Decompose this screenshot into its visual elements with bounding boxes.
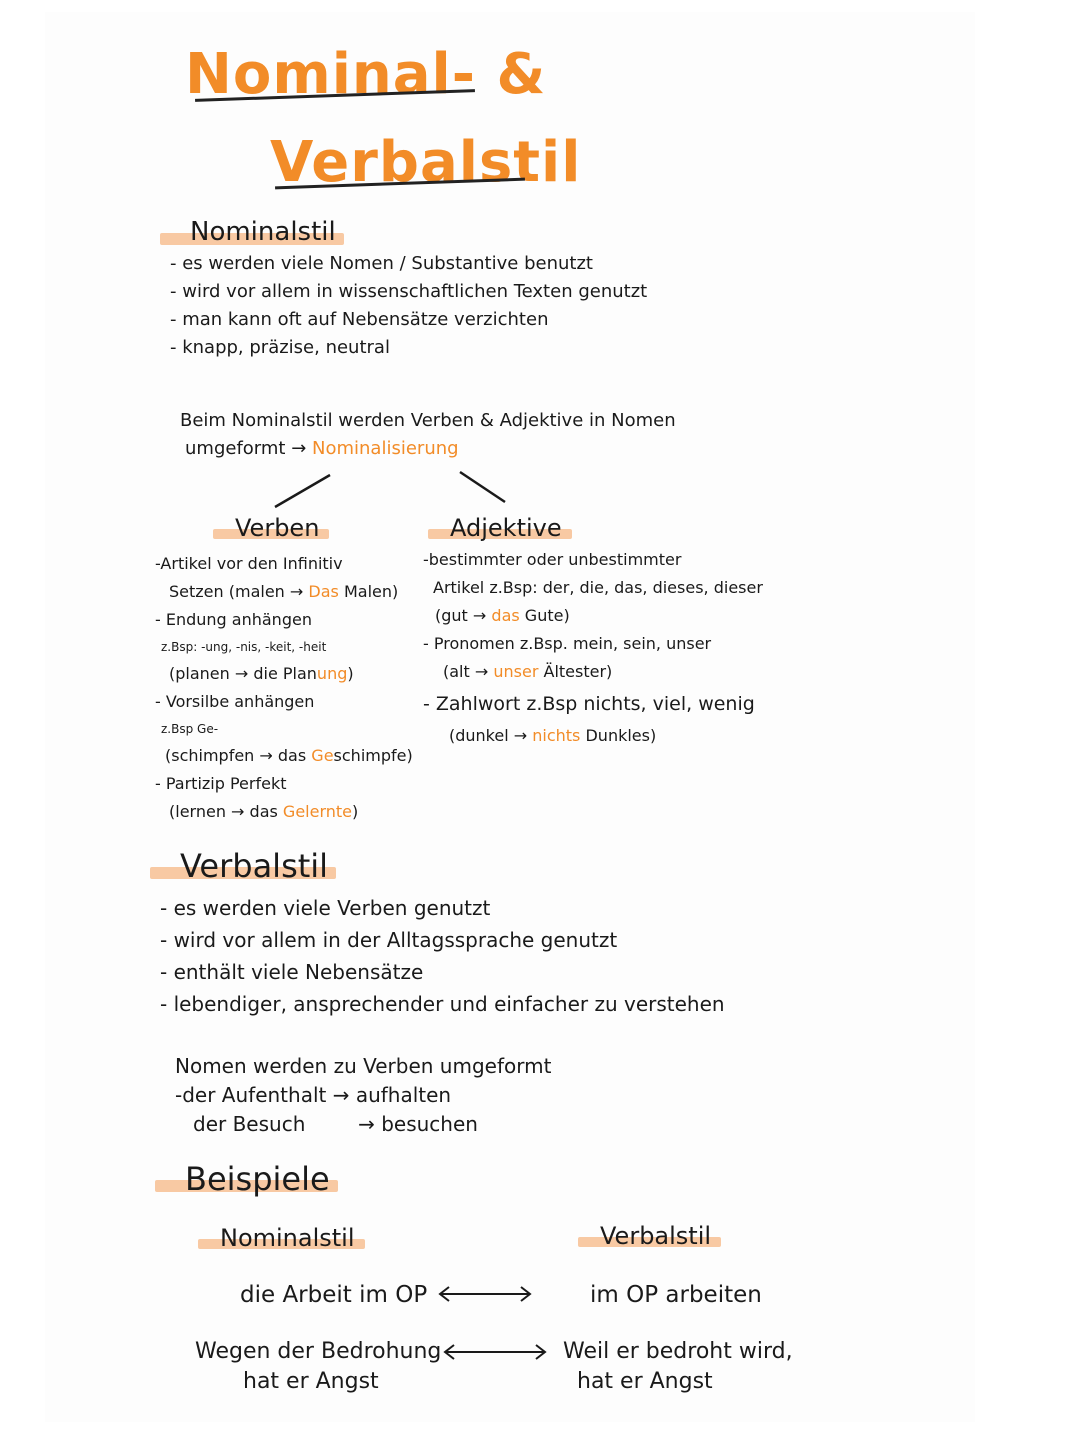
text-accent: Ge bbox=[311, 746, 334, 765]
text-accent: Das bbox=[308, 582, 339, 601]
adjektive-line: Artikel z.Bsp: der, die, das, dieses, dieser bbox=[433, 578, 763, 597]
verben-line bbox=[155, 798, 413, 826]
verbalstil-heading bbox=[180, 847, 328, 885]
col-left-text: Nominalstil bbox=[220, 1224, 355, 1252]
list-item: - wird vor allem in der Alltagssprache genutzt bbox=[160, 928, 618, 952]
nominalstil-heading-text: Nominalstil bbox=[190, 217, 336, 247]
adjektive-line bbox=[423, 722, 763, 750]
list-item: - es werden viele Verben genutzt bbox=[160, 896, 491, 920]
nominalstil-intro-line1: Beim Nominalstil werden Verben & Adjektive in Nomen bbox=[180, 410, 676, 431]
branch-lines bbox=[265, 467, 565, 517]
verben-heading bbox=[235, 514, 319, 542]
example-row-1-left: die Arbeit im OP bbox=[240, 1282, 428, 1308]
verben-line: - Vorsilbe anhängen bbox=[155, 692, 315, 711]
intro-text: umgeformt → bbox=[185, 438, 307, 459]
note-page bbox=[45, 12, 975, 1422]
verben-line: z.Bsp: -ung, -nis, -keit, -heit bbox=[161, 640, 327, 654]
text: schimpfe) bbox=[333, 746, 413, 765]
list-item: - enthält viele Nebensätze bbox=[160, 960, 424, 984]
list-item: - man kann oft auf Nebensätze verzichten bbox=[170, 309, 549, 330]
adjektive-heading bbox=[450, 514, 562, 542]
verbalstil-bullets bbox=[160, 892, 725, 1020]
example-text: Weil er bedroht wird, bbox=[563, 1339, 793, 1364]
text: → besuchen bbox=[358, 1112, 478, 1136]
verben-line bbox=[155, 742, 413, 770]
text-accent: nichts bbox=[532, 726, 581, 745]
example-row-1-right: im OP arbeiten bbox=[590, 1282, 762, 1308]
nominalstil-heading bbox=[190, 217, 336, 247]
adjektive-heading-text: Adjektive bbox=[450, 514, 562, 542]
text-accent: Gelernte bbox=[282, 802, 353, 821]
text: Gute) bbox=[524, 606, 570, 625]
text: (lernen → das bbox=[169, 802, 278, 821]
text: der Besuch bbox=[193, 1112, 306, 1136]
list-item: - es werden viele Nomen / Substantive benutzt bbox=[170, 253, 593, 274]
verben-line: z.Bsp Ge- bbox=[161, 722, 219, 736]
list-item: - knapp, präzise, neutral bbox=[170, 337, 390, 358]
verben-heading-text: Verben bbox=[235, 514, 320, 542]
title-line-1: Nominal- & bbox=[185, 42, 547, 107]
intro-term: Nominalisierung bbox=[312, 438, 459, 459]
note-line: Nomen werden zu Verben umgeformt bbox=[175, 1054, 552, 1078]
title-line-2: Verbalstil bbox=[270, 130, 582, 195]
beispiele-heading-text: Beispiele bbox=[185, 1160, 330, 1198]
list-item: - wird vor allem in wissenschaftlichen Texten genutzt bbox=[170, 281, 648, 302]
text: (planen → die Plan bbox=[169, 664, 317, 683]
text: Ältester) bbox=[543, 662, 613, 681]
text: (schimpfen → das bbox=[165, 746, 307, 765]
note-line: -der Aufenthalt → aufhalten bbox=[175, 1083, 452, 1107]
adjektive-line: -bestimmter oder unbestimmter bbox=[423, 550, 682, 569]
beispiele-heading bbox=[185, 1160, 330, 1198]
adjektive-line: - Pronomen z.Bsp. mein, sein, unser bbox=[423, 634, 712, 653]
list-item: - lebendiger, ansprechender und einfacher zu verstehen bbox=[160, 992, 725, 1016]
verbalstil-heading-text: Verbalstil bbox=[180, 847, 329, 885]
text: Dunkles) bbox=[585, 726, 657, 745]
text: (dunkel → bbox=[449, 726, 528, 745]
adjektive-line bbox=[423, 658, 763, 686]
adjektive-block bbox=[423, 546, 763, 750]
branch-left bbox=[275, 475, 330, 507]
text: ) bbox=[352, 802, 359, 821]
verben-line: - Partizip Perfekt bbox=[155, 774, 287, 793]
beispiele-col-left bbox=[220, 1224, 355, 1252]
beispiele-col-right bbox=[600, 1222, 711, 1250]
text-accent: ung bbox=[316, 664, 348, 683]
text: Malen) bbox=[343, 582, 399, 601]
verbalstil-note bbox=[175, 1052, 551, 1139]
text-accent: das bbox=[491, 606, 520, 625]
text: (gut → bbox=[435, 606, 487, 625]
text: Setzen (malen → bbox=[169, 582, 304, 601]
text: (alt → bbox=[443, 662, 489, 681]
col-right-text: Verbalstil bbox=[600, 1222, 712, 1250]
double-arrow-icon bbox=[440, 1340, 550, 1364]
example-row-2-left bbox=[195, 1337, 441, 1397]
adjektive-line: - Zahlwort z.Bsp nichts, viel, wenig bbox=[423, 693, 755, 715]
example-text: Wegen der Bedrohung bbox=[195, 1339, 442, 1364]
double-arrow-icon bbox=[435, 1282, 535, 1306]
text-accent: unser bbox=[493, 662, 539, 681]
example-text: hat er Angst bbox=[577, 1369, 713, 1394]
verben-line: -Artikel vor den Infinitiv bbox=[155, 554, 343, 573]
nominalstil-bullets bbox=[170, 250, 647, 362]
text: ) bbox=[347, 664, 354, 683]
nominalstil-intro-line2 bbox=[185, 435, 459, 463]
verben-block bbox=[155, 550, 413, 826]
example-text: hat er Angst bbox=[243, 1369, 379, 1394]
note-line bbox=[175, 1110, 551, 1139]
verben-line bbox=[155, 578, 413, 606]
adjektive-line bbox=[423, 602, 763, 630]
verben-line: - Endung anhängen bbox=[155, 610, 312, 629]
example-row-2-right bbox=[563, 1337, 793, 1397]
branch-right bbox=[460, 472, 505, 502]
verben-line bbox=[155, 660, 413, 688]
